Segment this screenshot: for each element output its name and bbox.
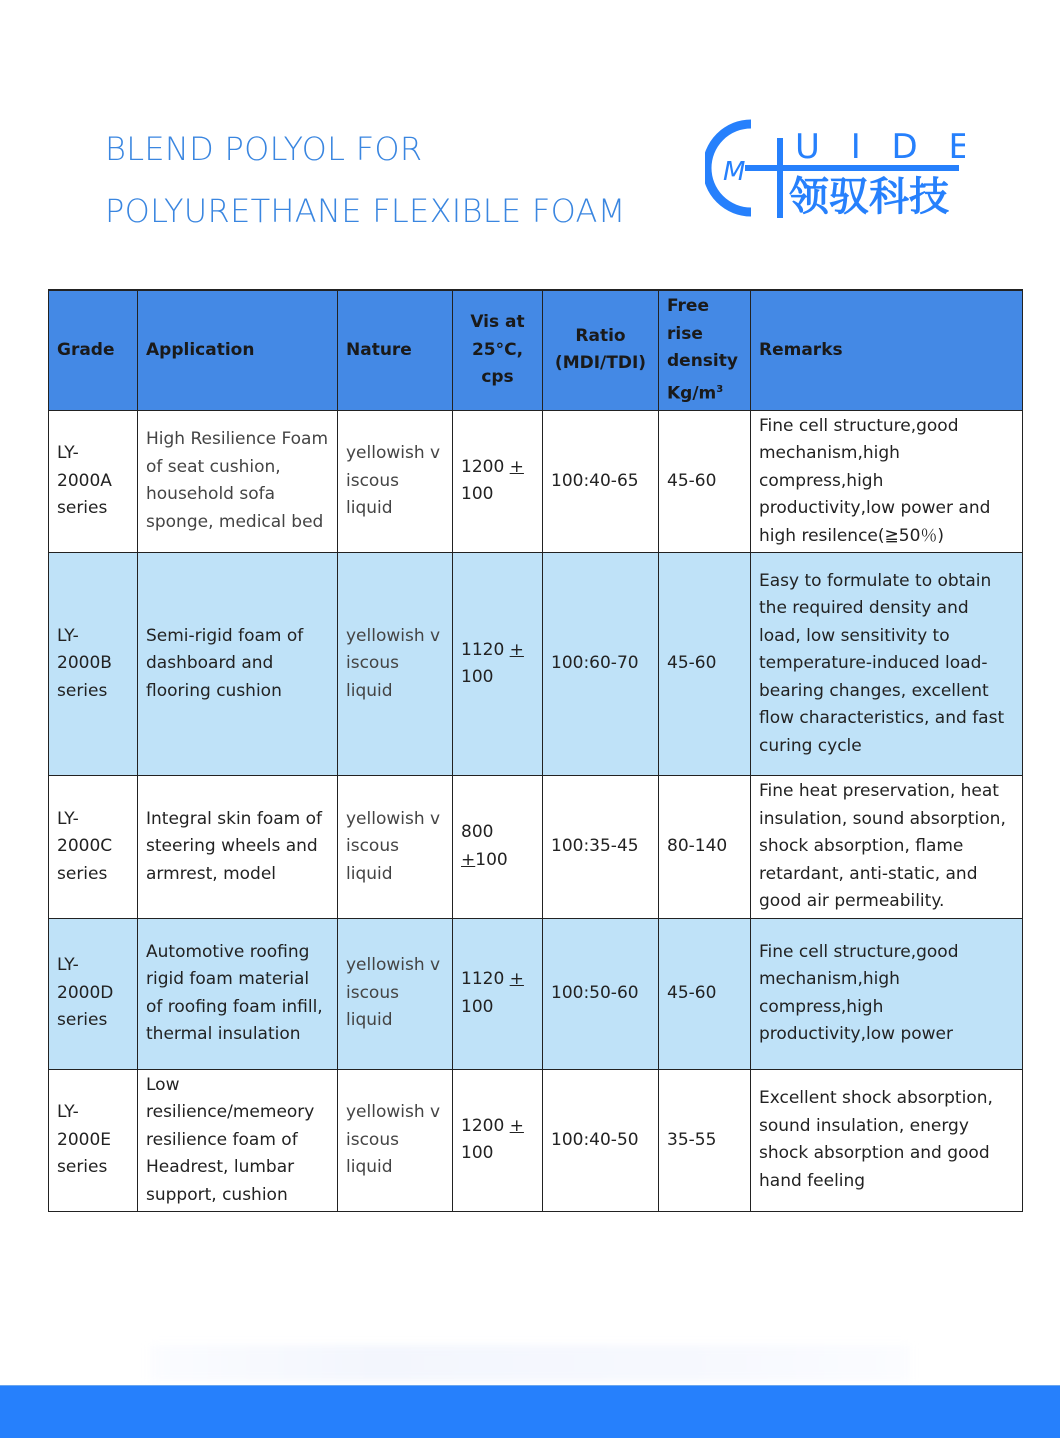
table-row (49, 410, 1023, 553)
viscosity-cell: 1120 + 100 (453, 553, 543, 776)
viscosity-cell: 1200 + 100 (453, 1069, 543, 1212)
title-line-2: POLYURETHANE FLEXIBLE FOAM (105, 192, 626, 230)
ratio-cell: 100:40-50 (543, 1069, 659, 1212)
logo-mark-icon (705, 112, 965, 222)
density-cell: 45-60 (659, 410, 751, 553)
svg-text:领驭科技: 领驭科技 (789, 174, 949, 220)
svg-text:U I D E: U I D E (795, 127, 965, 167)
footer-bar (0, 1385, 1060, 1438)
remarks-cell: Easy to formulate to obtain the required density and load, low sensitivity to temperature-induced load-bearing changes, excellent flow characteristics, and fast curing cycle (751, 553, 1023, 776)
blurred-footer-text (150, 1345, 910, 1381)
viscosity-cell: 1200 + 100 (453, 410, 543, 553)
table-row (49, 776, 1023, 919)
density-cell: 35-55 (659, 1069, 751, 1212)
table-header-row (49, 290, 1023, 410)
grade-cell: LY- 2000D series (49, 918, 138, 1069)
header-remarks: Remarks (751, 290, 1023, 410)
nature-cell: yellowish v iscous liquid (338, 553, 453, 776)
nature-cell: yellowish v iscous liquid (338, 1069, 453, 1212)
density-cell: 80-140 (659, 776, 751, 919)
remarks-cell: Excellent shock absorption, sound insulation, energy shock absorption and good hand feeling (751, 1069, 1023, 1212)
nature-cell: yellowish v iscous liquid (338, 410, 453, 553)
viscosity-cell: 1120 + 100 (453, 918, 543, 1069)
ratio-cell: 100:50-60 (543, 918, 659, 1069)
header-nature: Nature (338, 290, 453, 410)
document-title (105, 118, 626, 242)
density-cell: 45-60 (659, 553, 751, 776)
density-cell: 45-60 (659, 918, 751, 1069)
svg-text:M: M (723, 157, 746, 187)
application-cell: Semi-rigid foam of dashboard and flooring cushion (138, 553, 338, 776)
table-row (49, 553, 1023, 776)
application-cell: High Resilience Foam of seat cushion, household sofa sponge, medical bed (138, 410, 338, 553)
grade-cell: LY- 2000A series (49, 410, 138, 553)
remarks-cell: Fine heat preservation, heat insulation, sound absorption, shock absorption, flame retardant, anti-static, and good air permeability. (751, 776, 1023, 919)
grade-cell: LY- 2000B series (49, 553, 138, 776)
remarks-cell: Fine cell structure,good mechanism,high compress,high productivity,low power (751, 918, 1023, 1069)
header-density: Free rise density $Kg/m^3$ (659, 290, 751, 410)
ratio-cell: 100:35-45 (543, 776, 659, 919)
nature-cell: yellowish v iscous liquid (338, 776, 453, 919)
table-row (49, 1069, 1023, 1212)
header-ratio: Ratio (MDI/TDI) (543, 290, 659, 410)
ratio-cell: 100:60-70 (543, 553, 659, 776)
header-viscosity: Vis at 25°C, cps (453, 290, 543, 410)
title-line-1: BLEND POLYOL FOR (105, 130, 423, 168)
grade-cell: LY- 2000C series (49, 776, 138, 919)
header-grade: Grade (49, 290, 138, 410)
viscosity-cell: 800 +100 (453, 776, 543, 919)
application-cell: Low resilience/memeory resilience foam of Headrest, lumbar support, cushion (138, 1069, 338, 1212)
application-cell: Automotive roofing rigid foam material of roofing foam infill, thermal insulation (138, 918, 338, 1069)
spec-table (48, 289, 1023, 1212)
grade-cell: LY- 2000E series (49, 1069, 138, 1212)
table-row (49, 918, 1023, 1069)
ratio-cell: 100:40-65 (543, 410, 659, 553)
header-application: Application (138, 290, 338, 410)
application-cell: Integral skin foam of steering wheels and armrest, model (138, 776, 338, 919)
nature-cell: yellowish v iscous liquid (338, 918, 453, 1069)
company-logo (705, 112, 965, 222)
remarks-cell: Fine cell structure,good mechanism,high compress,high productivity,low power and high resilence(≧50％) (751, 410, 1023, 553)
